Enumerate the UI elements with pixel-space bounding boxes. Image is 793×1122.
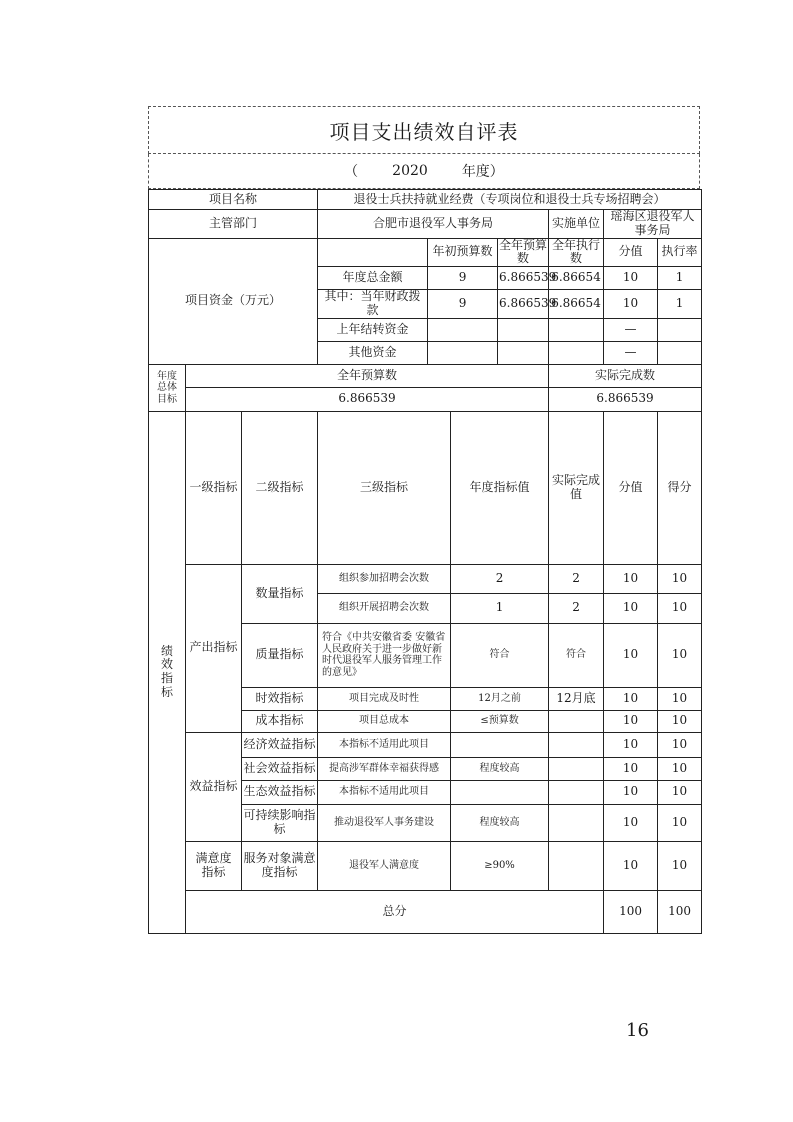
funds-header-row: [149, 238, 702, 267]
funds-header-0: 年初预算数: [428, 238, 498, 267]
score-cell: 10: [604, 841, 658, 890]
funds-header-4: 执行率: [658, 238, 702, 267]
funds-row-label: 上年结转资金: [318, 318, 428, 341]
level2-cell: 经济效益指标: [242, 732, 318, 757]
got-cell: 10: [658, 687, 702, 710]
funds-cell: 6.86654: [549, 290, 604, 319]
indicator-header: 实际完成值: [549, 411, 604, 564]
cost-level2: 成本指标: [242, 710, 318, 732]
total-label: 总分: [186, 890, 604, 933]
level3-cell: 本指标不适用此项目: [318, 732, 451, 757]
level3-cell: 本指标不适用此项目: [318, 780, 451, 804]
score-cell: 10: [604, 804, 658, 841]
target-cell: ≥90%: [451, 841, 549, 890]
indicator-header: 分值: [604, 411, 658, 564]
level3-cell: 项目总成本: [318, 710, 451, 732]
funds-header-2: 全年执行数: [549, 238, 604, 267]
funds-cell: [428, 318, 498, 341]
overall-budget-header: 全年预算数: [186, 364, 549, 387]
quantity-level2: 数量指标: [242, 564, 318, 623]
funds-cell: 1: [658, 267, 702, 290]
actual-cell: [549, 710, 604, 732]
project-name-row: [149, 190, 702, 210]
project-name-label: 项目名称: [149, 190, 318, 210]
got-cell: 10: [658, 757, 702, 780]
target-cell: [451, 780, 549, 804]
target-cell: ≤预算数: [451, 710, 549, 732]
funds-cell: —: [604, 341, 658, 364]
actual-cell: [549, 841, 604, 890]
dept-value: 合肥市退役军人事务局: [318, 210, 549, 239]
target-cell: 程度较高: [451, 804, 549, 841]
indicator-header: 三级指标: [318, 411, 451, 564]
level3-cell: 退役军人满意度: [318, 841, 451, 890]
funds-row-label: 其他资金: [318, 341, 428, 364]
funds-cell: [549, 341, 604, 364]
year-suffix: 年度）: [461, 164, 504, 180]
overall-budget-value: 6.866539: [186, 387, 549, 411]
score-cell: 10: [604, 732, 658, 757]
actual-cell: [549, 780, 604, 804]
level2-cell: 生态效益指标: [242, 780, 318, 804]
impl-label: 实施单位: [549, 210, 604, 239]
satisfaction-level1: 满意度指标: [186, 841, 242, 890]
score-cell: 10: [604, 564, 658, 593]
project-name-value: 退役士兵扶持就业经费（专项岗位和退役士兵专场招聘会）: [318, 190, 702, 210]
funds-header-blank: [318, 238, 428, 267]
impl-value: 瑶海区退役军人事务局: [604, 210, 702, 239]
actual-cell: 2: [549, 564, 604, 593]
score-cell: 10: [604, 687, 658, 710]
overall-header-row: [149, 364, 702, 387]
funds-cell: —: [604, 318, 658, 341]
funds-cell: [498, 341, 549, 364]
total-score: 100: [604, 890, 658, 933]
funds-cell: 1: [658, 290, 702, 319]
output-level1: 产出指标: [186, 564, 242, 732]
got-cell: 10: [658, 710, 702, 732]
target-cell: 2: [451, 564, 549, 593]
funds-row-label: 年度总金额: [318, 267, 428, 290]
actual-cell: [549, 804, 604, 841]
indicator-section-text: 绩效指标: [161, 643, 174, 699]
got-cell: 10: [658, 780, 702, 804]
actual-cell: [549, 757, 604, 780]
quality-level2: 质量指标: [242, 623, 318, 687]
level3-cell: 项目完成及时性: [318, 687, 451, 710]
level2-cell: 可持续影响指标: [242, 804, 318, 841]
dept-label: 主管部门: [149, 210, 318, 239]
form-title: 项目支出绩效自评表: [148, 106, 700, 154]
level3-cell: 组织参加招聘会次数: [318, 564, 451, 593]
overall-actual-header: 实际完成数: [549, 364, 702, 387]
level2-cell: 社会效益指标: [242, 757, 318, 780]
funds-cell: [658, 341, 702, 364]
funds-cell: 6.866539: [498, 290, 549, 319]
target-cell: 12月之前: [451, 687, 549, 710]
got-cell: 10: [658, 623, 702, 687]
funds-cell: [549, 318, 604, 341]
evaluation-table: [148, 189, 702, 934]
actual-cell: 12月底: [549, 687, 604, 710]
overall-actual-value: 6.866539: [549, 387, 702, 411]
got-cell: 10: [658, 804, 702, 841]
got-cell: 10: [658, 564, 702, 593]
got-cell: 10: [658, 732, 702, 757]
funds-cell: 6.86654: [549, 267, 604, 290]
funds-cell: 10: [604, 267, 658, 290]
score-cell: 10: [604, 623, 658, 687]
score-cell: 10: [604, 593, 658, 623]
score-cell: 10: [604, 710, 658, 732]
target-cell: 1: [451, 593, 549, 623]
level2-cell: 服务对象满意度指标: [242, 841, 318, 890]
level3-cell: 提高涉军群体幸福获得感: [318, 757, 451, 780]
level3-cell: 符合《中共安徽省委 安徽省人民政府关于进一步做好新时代退役军人服务管理工作的意见》: [318, 623, 451, 687]
got-cell: 10: [658, 593, 702, 623]
target-cell: [451, 732, 549, 757]
year-value: 2020: [392, 163, 428, 179]
total-got: 100: [658, 890, 702, 933]
funds-row-label: 其中：当年财政拨款: [318, 290, 428, 319]
level3-cell: 推动退役军人事务建设: [318, 804, 451, 841]
overall-value-row: [149, 387, 702, 411]
overall-label: 年度总体目标: [149, 364, 186, 411]
indicator-section-label: [149, 411, 186, 933]
department-row: [149, 210, 702, 239]
actual-cell: 2: [549, 593, 604, 623]
funds-cell: 9: [428, 290, 498, 319]
actual-cell: [549, 732, 604, 757]
timeliness-level2: 时效指标: [242, 687, 318, 710]
total-row: [149, 890, 702, 933]
funds-cell: [428, 341, 498, 364]
actual-cell: 符合: [549, 623, 604, 687]
funds-cell: 10: [604, 290, 658, 319]
funds-cell: [658, 318, 702, 341]
indicator-header: 二级指标: [242, 411, 318, 564]
indicator-row: [149, 732, 702, 757]
indicator-header-row: [149, 411, 702, 564]
year-open: （: [344, 164, 359, 180]
target-cell: 程度较高: [451, 757, 549, 780]
funds-cell: [498, 318, 549, 341]
benefit-level1: 效益指标: [186, 732, 242, 841]
level3-cell: 组织开展招聘会次数: [318, 593, 451, 623]
funds-cell: 6.866539: [498, 267, 549, 290]
indicator-header: 得分: [658, 411, 702, 564]
score-cell: 10: [604, 757, 658, 780]
funds-section-label: 项目资金（万元）: [149, 238, 318, 364]
page-number: 16: [626, 1020, 649, 1041]
indicator-header: 一级指标: [186, 411, 242, 564]
funds-header-3: 分值: [604, 238, 658, 267]
got-cell: 10: [658, 841, 702, 890]
indicator-row: [149, 564, 702, 593]
score-cell: 10: [604, 780, 658, 804]
funds-cell: 9: [428, 267, 498, 290]
indicator-header: 年度指标值: [451, 411, 549, 564]
year-line: [148, 154, 700, 189]
funds-header-1: 全年预算数: [499, 237, 548, 266]
target-cell: 符合: [451, 623, 549, 687]
indicator-row: [149, 841, 702, 890]
